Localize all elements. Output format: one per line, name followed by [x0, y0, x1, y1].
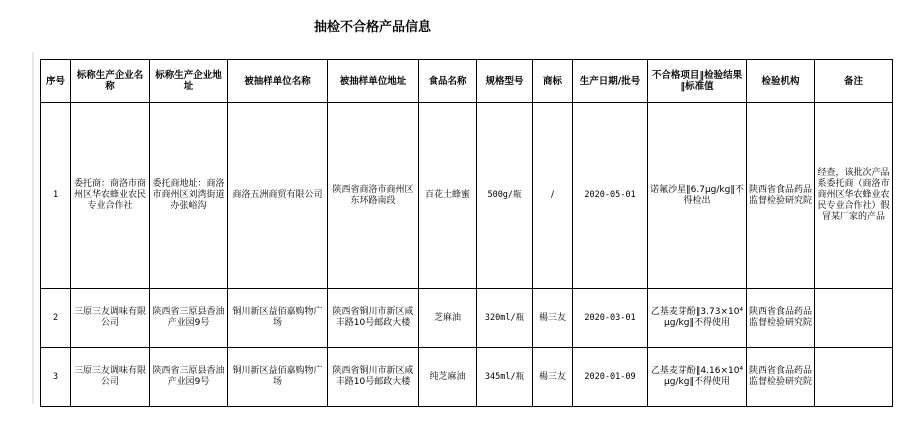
document-title: 抽检不合格产品信息	[313, 20, 431, 35]
cell-no: 2	[41, 289, 71, 348]
cell-brand: /	[533, 103, 573, 289]
cell-producer-name: 三原三友调味有限公司	[71, 348, 150, 407]
cell-sampled-unit-name: 商洛五洲商贸有限公司	[228, 103, 328, 289]
header-inspection-agency: 检验机构	[747, 60, 815, 103]
cell-food-name: 芝麻油	[419, 289, 477, 348]
cell-producer-name: 三原三友调味有限公司	[71, 289, 150, 348]
sheet-edge-divider	[32, 52, 34, 404]
table-row	[41, 103, 893, 289]
unqualified-products-table	[40, 59, 893, 407]
cell-inspection-agency: 陕西省食品药品监督检验研究院	[747, 103, 815, 289]
header-spec: 规格型号	[477, 60, 533, 103]
cell-remarks	[815, 348, 893, 407]
cell-no: 1	[41, 103, 71, 289]
cell-inspection-agency: 陕西省食品药品监督检验研究院	[747, 289, 815, 348]
header-producer-address: 标称生产企业地址	[150, 60, 228, 103]
header-sampled-unit-address: 被抽样单位地址	[328, 60, 419, 103]
header-remarks: 备注	[815, 60, 893, 103]
cell-remarks	[815, 289, 893, 348]
header-producer-name: 标称生产企业名称	[71, 60, 150, 103]
header-unqualified-item: 不合格项目‖检验结果‖标准值	[648, 60, 747, 103]
cell-spec: 500g/瓶	[477, 103, 533, 289]
table-header-row	[41, 60, 893, 103]
cell-sampled-unit-address: 陕西省铜川市新区咸丰路10号邮政大楼	[328, 348, 419, 407]
cell-producer-address: 陕西省三原县香油产业园9号	[150, 289, 228, 348]
cell-sampled-unit-name: 铜川新区益佰嘉购物广场	[228, 289, 328, 348]
cell-no: 3	[41, 348, 71, 407]
cell-brand: 楊三友	[533, 289, 573, 348]
cell-unqualified-item: 乙基麦芽酚‖3.73×10⁴ μg/kg‖不得使用	[648, 289, 747, 348]
cell-sampled-unit-name: 铜川新区益佰嘉购物广场	[228, 348, 328, 407]
header-no: 序号	[41, 60, 71, 103]
cell-sampled-unit-address: 陕西省铜川市新区咸丰路10号邮政大楼	[328, 289, 419, 348]
cell-inspection-agency: 陕西省食品药品监督检验研究院	[747, 348, 815, 407]
header-production-date: 生产日期/批号	[573, 60, 648, 103]
cell-unqualified-item: 乙基麦芽酚‖4.16×10⁴ μg/kg‖不得使用	[648, 348, 747, 407]
cell-producer-name: 委托商：商洛市商州区华农蜂业农民专业合作社	[71, 103, 150, 289]
table-row	[41, 348, 893, 407]
cell-remarks: 经查，该批次产品系委托商（商洛市商州区华农蜂业农民专业合作社）假冒某厂家的产品	[815, 103, 893, 289]
header-food-name: 食品名称	[419, 60, 477, 103]
cell-spec: 320ml/瓶	[477, 289, 533, 348]
cell-spec: 345ml/瓶	[477, 348, 533, 407]
cell-production-date: 2020-03-01	[573, 289, 648, 348]
header-sampled-unit-name: 被抽样单位名称	[228, 60, 328, 103]
header-brand: 商标	[533, 60, 573, 103]
cell-brand: 楊三友	[533, 348, 573, 407]
cell-food-name: 纯芝麻油	[419, 348, 477, 407]
cell-food-name: 百花土蜂蜜	[419, 103, 477, 289]
cell-production-date: 2020-01-09	[573, 348, 648, 407]
cell-producer-address: 委托商地址：商洛市商州区刘湾街道办张峪沟	[150, 103, 228, 289]
cell-unqualified-item: 诺氟沙星‖6.7μg/kg‖不得检出	[648, 103, 747, 289]
cell-production-date: 2020-05-01	[573, 103, 648, 289]
cell-sampled-unit-address: 陕西省商洛市商州区东环路南段	[328, 103, 419, 289]
cell-producer-address: 陕西省三原县香油产业园9号	[150, 348, 228, 407]
table-row	[41, 289, 893, 348]
